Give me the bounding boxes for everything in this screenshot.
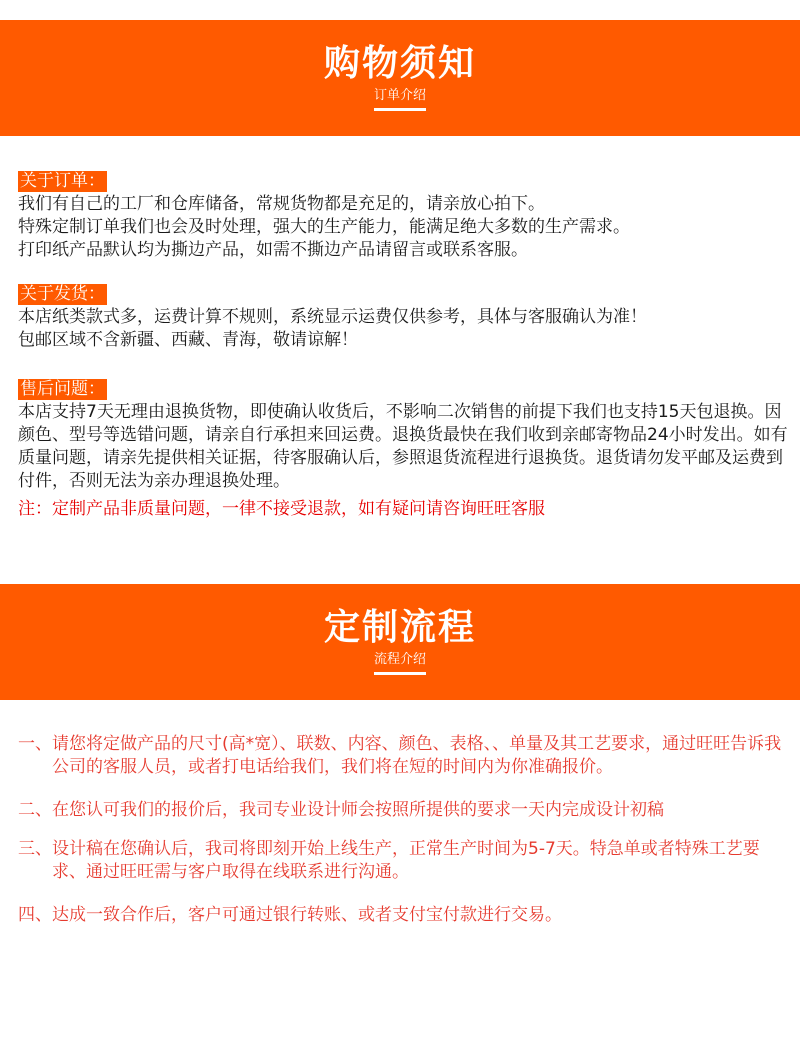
banner-title: 定制流程 xyxy=(323,607,476,648)
shipping-section xyxy=(18,283,788,352)
step-text: 达成一致合作后，客户可通过银行转账、或者支付宝付款进行交易。 xyxy=(52,905,562,925)
process-steps-list xyxy=(18,733,793,947)
banner-subtitle: 订单介绍 xyxy=(373,88,426,103)
banner-underline xyxy=(374,672,426,675)
after-sales-tag: 售后问题： xyxy=(20,379,105,399)
banner-subtitle: 流程介绍 xyxy=(373,652,426,667)
order-line: 打印纸产品默认均为撕边产品，如需不撕边产品请留言或联系客服。 xyxy=(18,240,528,260)
step-number: 二、 xyxy=(18,800,52,820)
customization-process-banner xyxy=(0,584,800,700)
process-step xyxy=(18,904,793,927)
order-tag: 关于订单： xyxy=(20,171,105,191)
banner-title: 购物须知 xyxy=(323,43,476,84)
shipping-line: 包邮区域不含新疆、西藏、青海，敬请谅解！ xyxy=(18,330,358,350)
process-step xyxy=(18,733,793,779)
process-step xyxy=(18,838,793,884)
order-line: 我们有自己的工厂和仓库储备，常规货物都是充足的，请亲放心拍下。 xyxy=(18,194,545,214)
step-number: 三、 xyxy=(18,839,52,859)
custom-product-note: 注：定制产品非质量问题，一律不接受退款，如有疑问请咨询旺旺客服 xyxy=(18,499,545,519)
step-text: 请您将定做产品的尺寸(高*宽）、联数、内容、颜色、表格、、单量及其工艺要求，通过旺旺告诉我公司的客服人员，或者打电话给我们，我们将在短的时间内为你准确报价。 xyxy=(52,734,782,777)
banner-underline xyxy=(374,108,426,111)
order-section xyxy=(18,170,788,262)
order-line: 特殊定制订单我们也会及时处理，强大的生产能力，能满足绝大多数的生产需求。 xyxy=(18,217,630,237)
after-sales-section xyxy=(18,378,788,521)
step-text: 在您认可我们的报价后，我司专业设计师会按照所提供的要求一天内完成设计初稿 xyxy=(52,800,664,820)
shipping-line: 本店纸类款式多，运费计算不规则，系统显示运费仅供参考，具体与客服确认为准！ xyxy=(18,307,647,327)
step-text: 设计稿在您确认后，我司将即刻开始上线生产，正常生产时间为5-7天。特急单或者特殊工艺要求、通过旺旺需与客户取得在线联系进行沟通。 xyxy=(52,839,760,882)
step-number: 一、 xyxy=(18,734,52,754)
after-sales-paragraph: 本店支持7天无理由退换货物，即使确认收货后，不影响二次销售的前提下我们也支持15天包退换。因颜色、型号等选错问题，请亲自行承担来回运费。退换货最快在我们收到亲邮寄物品24小时发出。如有质量问题，请亲先提供相关证据，待客服确认后，参照退货流程进行退换货。退货请勿发平邮及运费到付件，否则无法为亲办理退换处理。 xyxy=(18,402,788,491)
shipping-tag: 关于发货： xyxy=(20,284,105,304)
shopping-notice-banner xyxy=(0,20,800,136)
step-number: 四、 xyxy=(18,905,52,925)
process-step xyxy=(18,799,793,822)
